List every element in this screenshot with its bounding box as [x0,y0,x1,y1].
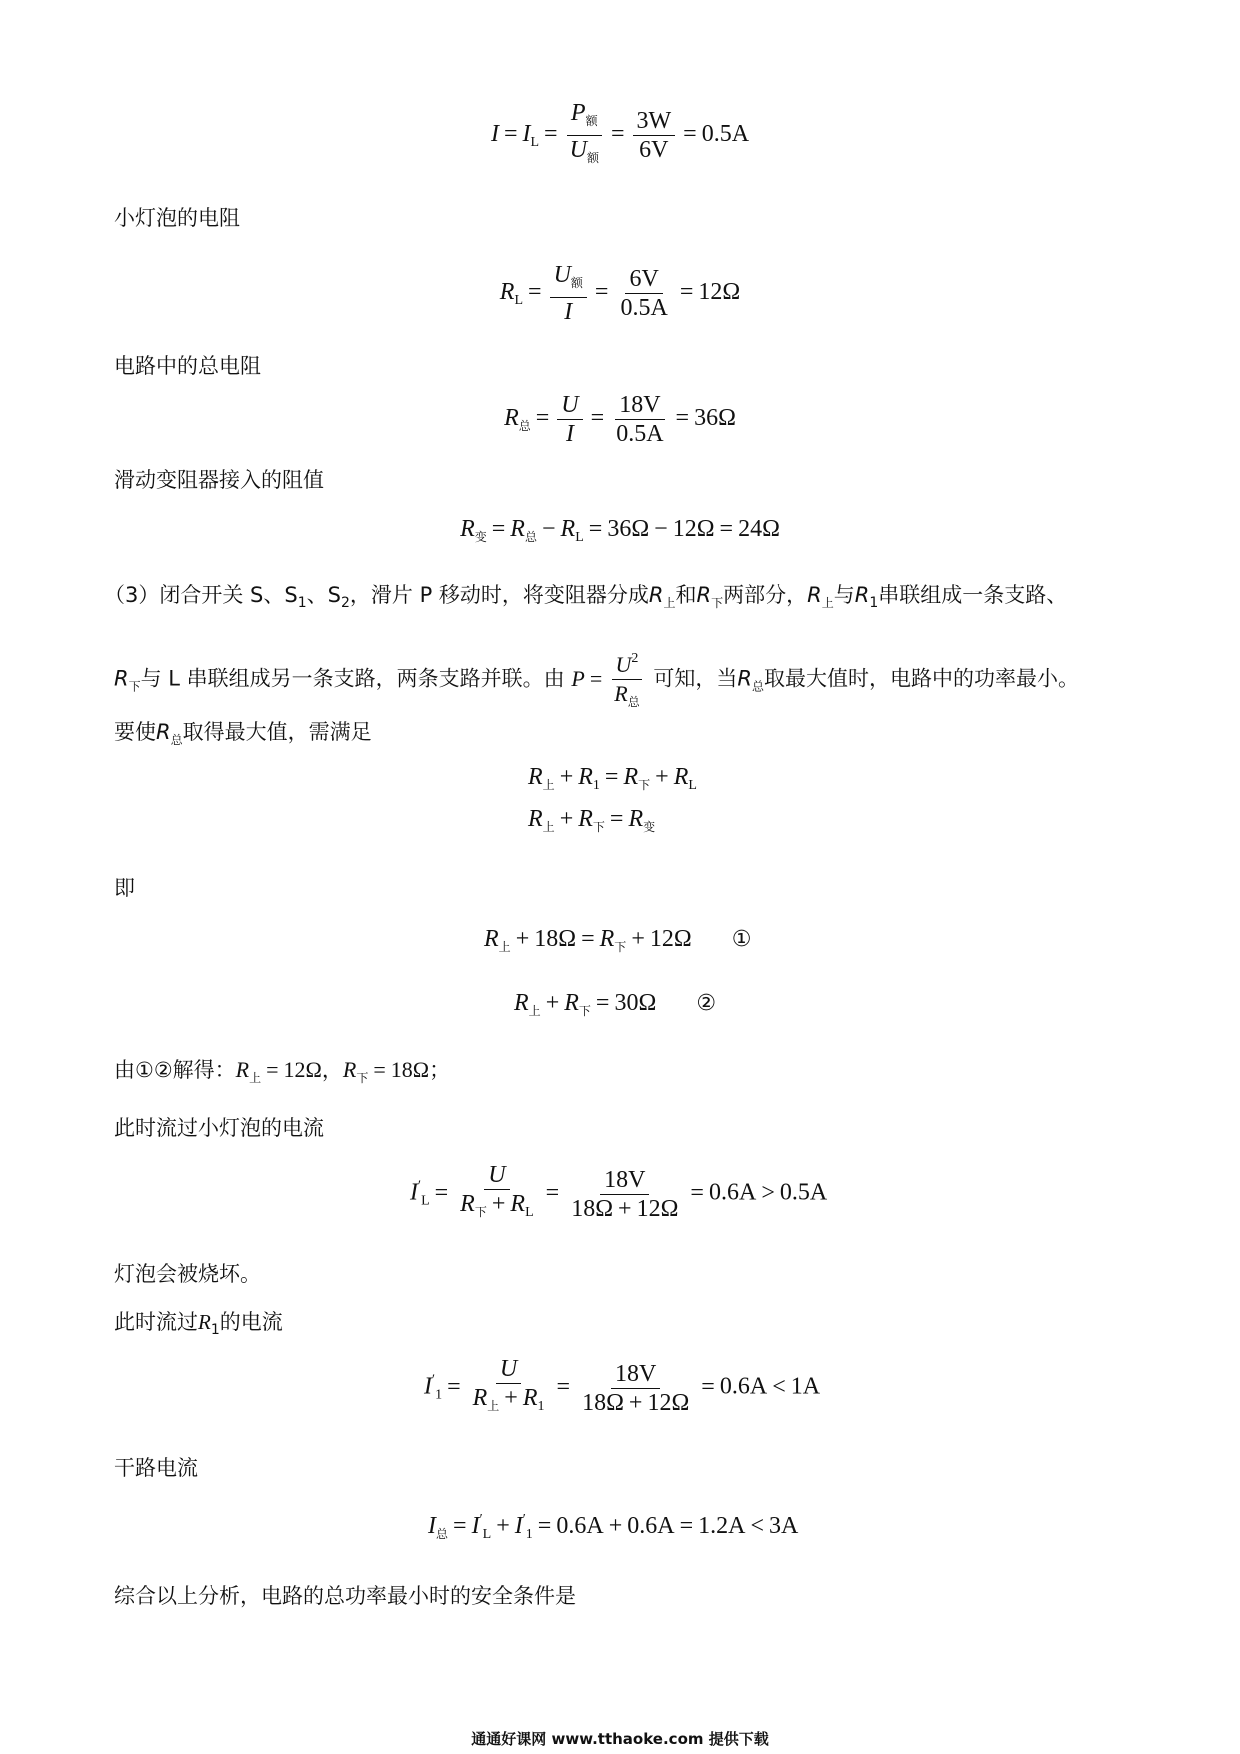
power-formula: P = $\frac{U^2}{R_总}$ [571,666,646,691]
numbered-equation-1: $R_上 + 18\Omega = R_下 + 12\Omega$ ① [484,926,752,954]
conclusion-line: 综合以上分析，电路的总功率最小时的安全条件是 [114,1584,576,1608]
rheostat-resistance-equation: $R_变 = R_总 - R_L = 36\Omega - 12\Omega = 24\Omega$ [460,516,780,545]
rated-current-equation: $I = I_L$ = $\frac{P_额}{U_额}$ = $\frac{3W}{6V}$ = 0.5A [490,100,750,165]
make-max-line: 要使$R_总$取得最大值，需满足 [114,720,372,747]
main-current-equation: $I_总 = I'_L + I'_1 = 0.6A + 0.6A = 1.2A < 3A$ [428,1512,799,1542]
condition-equation-1: $R_上 + R_1 = R_下 + R_L$ [528,764,697,793]
bulb-current-equation: $I'_L$ = $\frac{U}{R_下 + R_L}$ = $\frac{18V}{18\Omega + 12\Omega}$ = 0.6A > 0.5A [410,1162,828,1222]
bulb-resistance-equation: $R_L$ = $\frac{U_额}{I}$ = $\frac{6V}{0.5A}$ = 12Ω [499,262,741,325]
numbered-equation-2: $R_上 + R_下 = 30\Omega$ ② [514,990,717,1018]
rheostat-heading: 滑动变阻器接入的阻值 [114,468,324,492]
part3-line-1: （3）闭合开关 S、$S_1$、$S_2$，滑片 P 移动时，将变阻器分成$R_上$和$R_下$两部分，$R_上$与$R_1$串联组成一条支路、 [104,583,1068,611]
bulb-current-heading: 此时流过小灯泡的电流 [114,1116,324,1140]
bulb-resistance-heading: 小灯泡的电阻 [114,206,240,230]
r1-current-heading: 此时流过$R_1$的电流 [114,1310,283,1338]
r1-current-equation: $I'_1$ = $\frac{U}{R_上 + R_1}$ = $\frac{18V}{18\Omega + 12\Omega}$ = 0.6A < 1A [424,1356,821,1416]
footer-source: 通通好课网 www.tthaoke.com 提供下载 [471,1730,769,1748]
total-resistance-equation: $R_总$ = $\frac{U}{I}$ = $\frac{18V}{0.5A}$ = 36Ω [504,392,736,447]
total-resistance-heading: 电路中的总电阻 [114,354,261,378]
ie-label: 即 [114,876,135,900]
bulb-burn-note: 灯泡会被烧坏。 [114,1262,261,1286]
main-current-heading: 干路电流 [114,1456,198,1480]
solution-line: 由①②解得：$R_上 = 12\Omega$，$R_下 = 18\Omega$； [114,1057,451,1085]
condition-equation-2: $R_上 + R_下 = R_变$ [528,806,656,834]
part3-line-2: $R_下$与 L 串联组成另一条支路，两条支路并联。由 P = $\frac{U^2}{R_总}$ 可知，当$R_总$取最大值时，电路中的功率最小。 [114,646,1079,715]
